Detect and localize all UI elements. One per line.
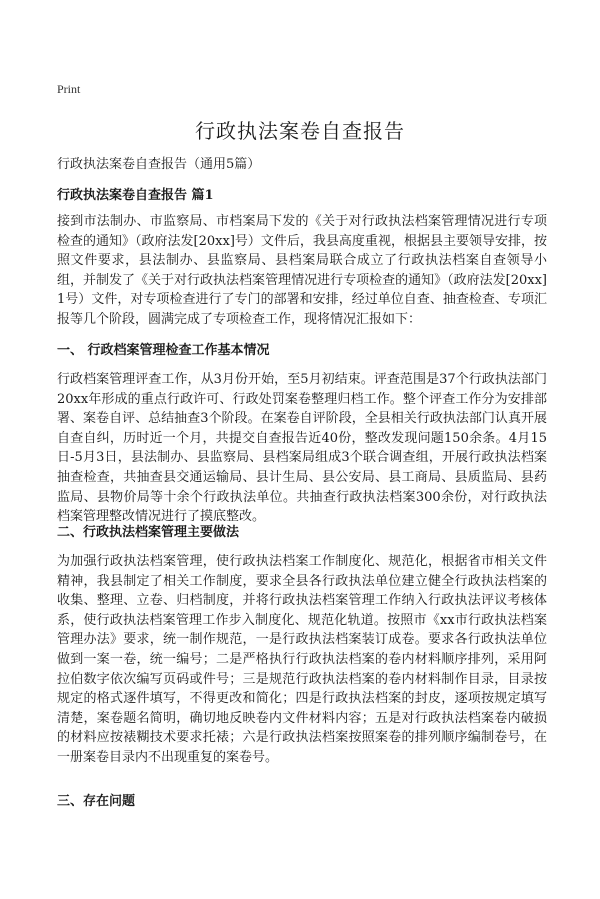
section-3-heading: 三、存在问题 [57, 794, 136, 809]
document-title: 行政执法案卷自查报告 [195, 119, 405, 143]
print-label: Print [57, 82, 81, 96]
section-2-paragraph: 为加强行政执法档案管理，使行政执法档案工作制度化、规范化，根据省市相关文件精神，我县制定了相关工作制度，要求全县各行政执法单位建立健全行政执法档案的收集、整理、立卷、归档制度，并将行政执法档案管理工作纳入行政执法评议考核体系，使行政执法档案管理工作步入制度化、规范化轨道。按照市《xx市行政执法档案管理办法》要求，统一制作规范，一是行政执法档案装订成卷。要求各行政执法单位做到一案一卷，统一编号；二是严格执行行政执法档案的卷内材料顺序排列，采用阿拉伯数字依次编写页码或件号；三是规范行政执法档案的卷内材料制作目录，目录按规定的格式逐件填写，不得更改和简化；四是行政执法档案的封皮，逐项按规定填写清楚，案卷题名简明，确切地反映卷内文件材料内容；五是对行政执法档案卷内破损的材料应按裱糊技术要求托裱；六是行政执法档案按照案卷的排列顺序编制卷号，在一册案卷目录内不出现重复的案卷号。 [57, 554, 547, 765]
article-heading: 行政执法案卷自查报告 篇1 [57, 188, 214, 203]
intro-paragraph: 接到市法制办、市监察局、市档案局下发的《关于对行政执法档案管理情况进行专项检查的通知》（政府法发[20xx]号）文件后，我县高度重视，根据县主要领导安排，按照文件要求，县法制办、县监察局、县档案局联合成立了行政执法档案自查领导小组，并制发了《关于对行政执法档案管理情况进行专项检查的通知》（政府法发[20xx]1号）文件，对专项检查进行了专门的部署和安排，经过单位自查、抽查检查、专项汇报等几个阶段，圆满完成了专项检查工作，现将情况汇报如下： [57, 214, 547, 327]
document-subtitle: 行政执法案卷自查报告（通用5篇） [57, 157, 261, 172]
section-1-heading: 一、 行政档案管理检查工作基本情况 [57, 343, 270, 358]
section-2-heading: 二、行政执法档案管理主要做法 [57, 525, 240, 540]
section-1-paragraph: 行政档案管理评查工作，从3月份开始，至5月初结束。评查范围是37个行政执法部门20xx年形成的重点行政许可、行政处罚案卷整理归档工作。整个评查工作分为安排部署、案卷自评、总结抽查3个阶段。在案卷自评阶段，全县相关行政执法部门认真开展自查自纠，历时近一个月，共提交自查报告近40份，整改发现问题150余条。4月15日-5月3日，县法制办、县监察局、县档案局组成3个联合调查组，开展行政执法档案抽查检查，共抽查县交通运输局、县计生局、县公安局、县工商局、县质监局、县药监局、县物价局等十余个行政执法单位。共抽查行政执法档案300余份，对行政执法档案管理整改情况进行了摸底整改。 [57, 372, 547, 525]
